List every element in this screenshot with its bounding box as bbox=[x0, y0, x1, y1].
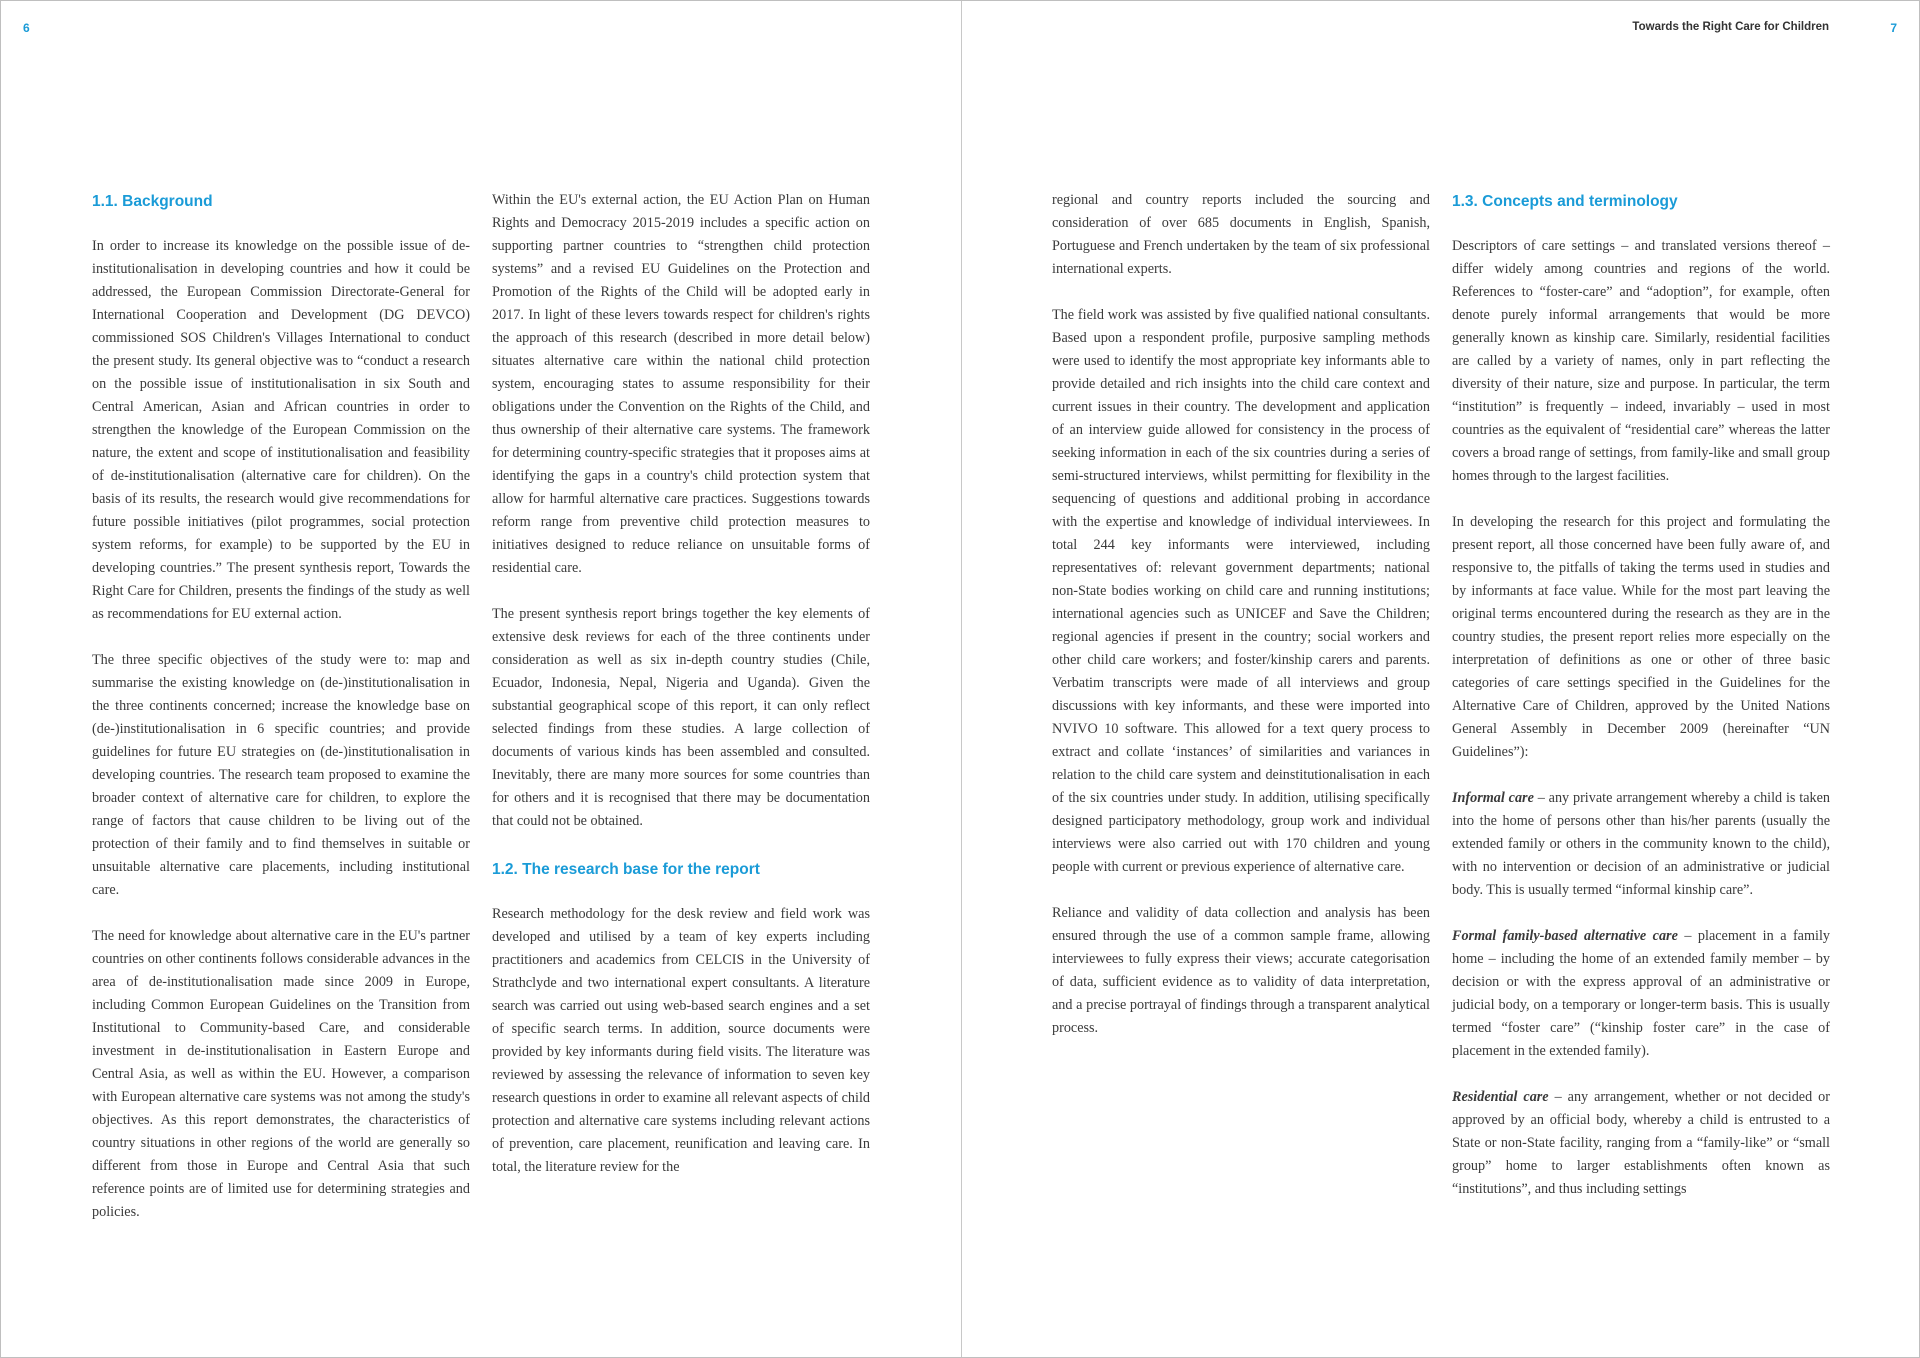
paragraph: The present synthesis report brings together the key elements of extensive desk reviews for each of the three continents under consideration as well as six in-depth country studies (Chile, Ecuador, Indonesia, Nepal, Nigeria and Uganda). Given the substantial geographical scope of this report, it can only reflect selected findings from these studies. A large collection of documents of various kinds has been assembled and consulted. Inevitably, there are many more sources for some countries than for others and it is recognised that there may be documentation that could not be obtained. bbox=[492, 606, 870, 829]
right-column-1 bbox=[1052, 189, 1430, 1063]
definition-residential-care bbox=[1452, 1086, 1830, 1201]
left-page-number: 6 bbox=[23, 21, 30, 35]
definition-term: Informal care bbox=[1452, 790, 1534, 806]
left-column-1 bbox=[92, 189, 470, 1247]
paragraph: The field work was assisted by five qualified national consultants. Based upon a respondent profile, purposive sampling methods were used to identify the most appropriate key informants able to provide detailed and rich insights into the child care context and current issues in their country. The development and application of an interview guide allowed for consistency in the process of seeking information in each of the six countries during a series of semi-structured interviews, whilst permitting for flexibility in the sequencing of questions and additional probing in accordance with the expertise and knowledge of individual interviewees. In total 244 key informants were interviewed, including representatives of: relevant government departments; national non-State bodies working on child care and running institutions; international agencies such as UNICEF and Save the Children; regional agencies if present in the country; social workers and other child care workers; and foster/kinship carers and parents. Verbatim transcripts were made of all interviews and group discussions with key informants, and these were imported into NVIVO 10 software. This allowed for a text query process to extract and collate ‘instances’ of similarities and variances in relation to the child care system and deinstitutionalisation in each of the six countries under study. In addition, utilising specifically designed participatory methodology, group work and individual interviews were also carried out with 170 children and young people with current or previous experience of alternative care. bbox=[1052, 307, 1430, 875]
paragraph: The three specific objectives of the study were to: map and summarise the existing knowledge on (de-)institutionalisation in the three continents concerned; increase the knowledge base on (de-)institutionalisation in 6 specific countries; and provide guidelines for future EU strategies on (de-)institutionalisation in developing countries. The research team proposed to examine the broader context of alternative care for children, to explore the range of factors that cause children to be living out of the protection of their family and to find themselves in suitable or unsuitable alternative care placements, including institutional care. bbox=[92, 652, 470, 898]
definition-informal-care bbox=[1452, 787, 1830, 902]
definition-text: – any arrangement, whether or not decided or approved by an official body, whereby a child is entrusted to a State or non-State facility, ranging from a “family-like” or “small group” home to larger establishments often known as “institutions”, and thus including settings bbox=[1452, 1089, 1830, 1197]
section-heading-concepts: 1.3. Concepts and terminology bbox=[1452, 193, 1678, 210]
paragraph: The need for knowledge about alternative care in the EU's partner countries on other continents follows considerable advances in the area of de-institutionalisation made since 2009 in Europe, including Common European Guidelines on the Transition from Institutional to Community-based Care, and considerable investment in de-institutionalisation in Eastern Europe and Central Asia, as well as within the EU. However, a comparison with European alternative care systems was not among the study's objectives. As this report demonstrates, the characteristics of country situations in other regions of the world are generally so different from those in Europe and Central Asia that such reference points are of limited use for determining strategies and policies. bbox=[92, 928, 470, 1220]
definition-formal-family-care bbox=[1452, 925, 1830, 1063]
section-heading-background: 1.1. Background bbox=[92, 193, 213, 210]
page-gutter bbox=[961, 1, 962, 1357]
paragraph: Reliance and validity of data collection and analysis has been ensured through the use of a common sample frame, allowing interviewees to fully express their views; accurate categorisation of data, sufficient evidence as to validity of data interpretation, and a precise portrayal of findings through a transparent analytical process. bbox=[1052, 905, 1430, 1036]
paragraph: In developing the research for this project and formulating the present report, all those concerned have been fully aware of, and responsive to, the pitfalls of taking the terms used in studies and by informants at face value. While for the most part leaving the original terms encountered during the research as they are in the country studies, the present report relies more especially on the interpretation of definitions as one or other of three basic categories of care settings specified in the Guidelines for the Alternative Care of Children, approved by the United Nations General Assembly in December 2009 (hereinafter “UN Guidelines”): bbox=[1452, 514, 1830, 760]
running-head: Towards the Right Care for Children bbox=[1632, 21, 1829, 33]
right-page-number: 7 bbox=[1890, 21, 1897, 35]
definition-term: Formal family-based alternative care bbox=[1452, 928, 1678, 944]
definition-text: – any private arrangement whereby a child is taken into the home of persons other than his/her parents (usually the extended family or others in the community known to the child), with no intervention or decision of an administrative or judicial body. This is usually termed “informal kinship care”. bbox=[1452, 790, 1831, 898]
definition-text: – placement in a family home – including the home of an extended family member – by decision or with the express approval of an administrative or judicial body, on a temporary or longer-term basis. This is usually termed “foster care” (“kinship foster care” in the case of placement in the extended family). bbox=[1452, 928, 1830, 1059]
paragraph: In order to increase its knowledge on the possible issue of de-institutionalisation in developing countries and how it could be addressed, the European Commission Directorate-General for International Cooperation and Development (DG DEVCO) commissioned SOS Children's Villages International to conduct the present study. Its general objective was to “conduct a research on the possible issue of institutionalisation in six South and Central American, Asian and African countries in order to strengthen the knowledge of the European Commission on the nature, the extent and scope of institutionalisation and feasibility of de-institutionalisation (alternative care for children). On the basis of its results, the research would give recommendations for future possible initiatives (pilot programmes, social protection system reforms, for example) to be supported by the EU in developing countries.” The present synthesis report, Towards the Right Care for Children, presents the findings of the study as well as recommendations for EU external action. bbox=[92, 238, 470, 622]
section-heading-research-base: 1.2. The research base for the report bbox=[492, 861, 760, 878]
paragraph: Within the EU's external action, the EU Action Plan on Human Rights and Democracy 2015-2019 includes a specific action on supporting partner countries to “strengthen child protection systems” and a revised EU Guidelines on the Protection and Promotion of the Rights of the Child will be adopted early in 2017. In light of these levers towards respect for children's rights the approach of this research (described in more detail below) situates alternative care within the national child protection system, encouraging states to assume responsibility for their obligations under the Convention on the Rights of the Child, and thus ownership of their alternative care systems. The framework for determining country-specific strategies that it proposes aims at identifying the gaps in a country's child protection system that allow for harmful alternative care practices. Suggestions towards reform range from preventive child protection measures to initiatives designed to reduce reliance on unsuitable forms of residential care. bbox=[492, 192, 870, 576]
paragraph: Research methodology for the desk review and field work was developed and utilised by a team of key experts including practitioners and academics from CELCIS in the University of Strathclyde and two international expert consultants. A literature search was carried out using web-based search engines and a set of specific search terms. In addition, source documents were provided by key informants during field visits. The literature was reviewed by assessing the relevance of information to seven key research questions in order to examine all relevant aspects of child protection and alternative care systems including relevant actions of prevention, care placement, reunification and leaving care. In total, the literature review for the bbox=[492, 906, 870, 1175]
left-column-2 bbox=[492, 189, 870, 1202]
definition-term: Residential care bbox=[1452, 1089, 1549, 1105]
paragraph: Descriptors of care settings – and translated versions thereof – differ widely among countries and regions of the world. References to “foster-care” and “adoption”, for example, often denote purely informal arrangements that would be more generally known as kinship care. Similarly, residential facilities are called by a variety of names, only in part reflecting the diversity of their nature, size and purpose. In particular, the term “institution” is frequently – indeed, invariably – used in most countries as the equivalent of “residential care” whereas the latter covers a broad range of settings, from family-like and small group homes through to the largest facilities. bbox=[1452, 238, 1830, 484]
right-column-2 bbox=[1452, 189, 1830, 1224]
paragraph: regional and country reports included the sourcing and consideration of over 685 documents in English, Spanish, Portuguese and French undertaken by the team of six professional international experts. bbox=[1052, 192, 1430, 277]
